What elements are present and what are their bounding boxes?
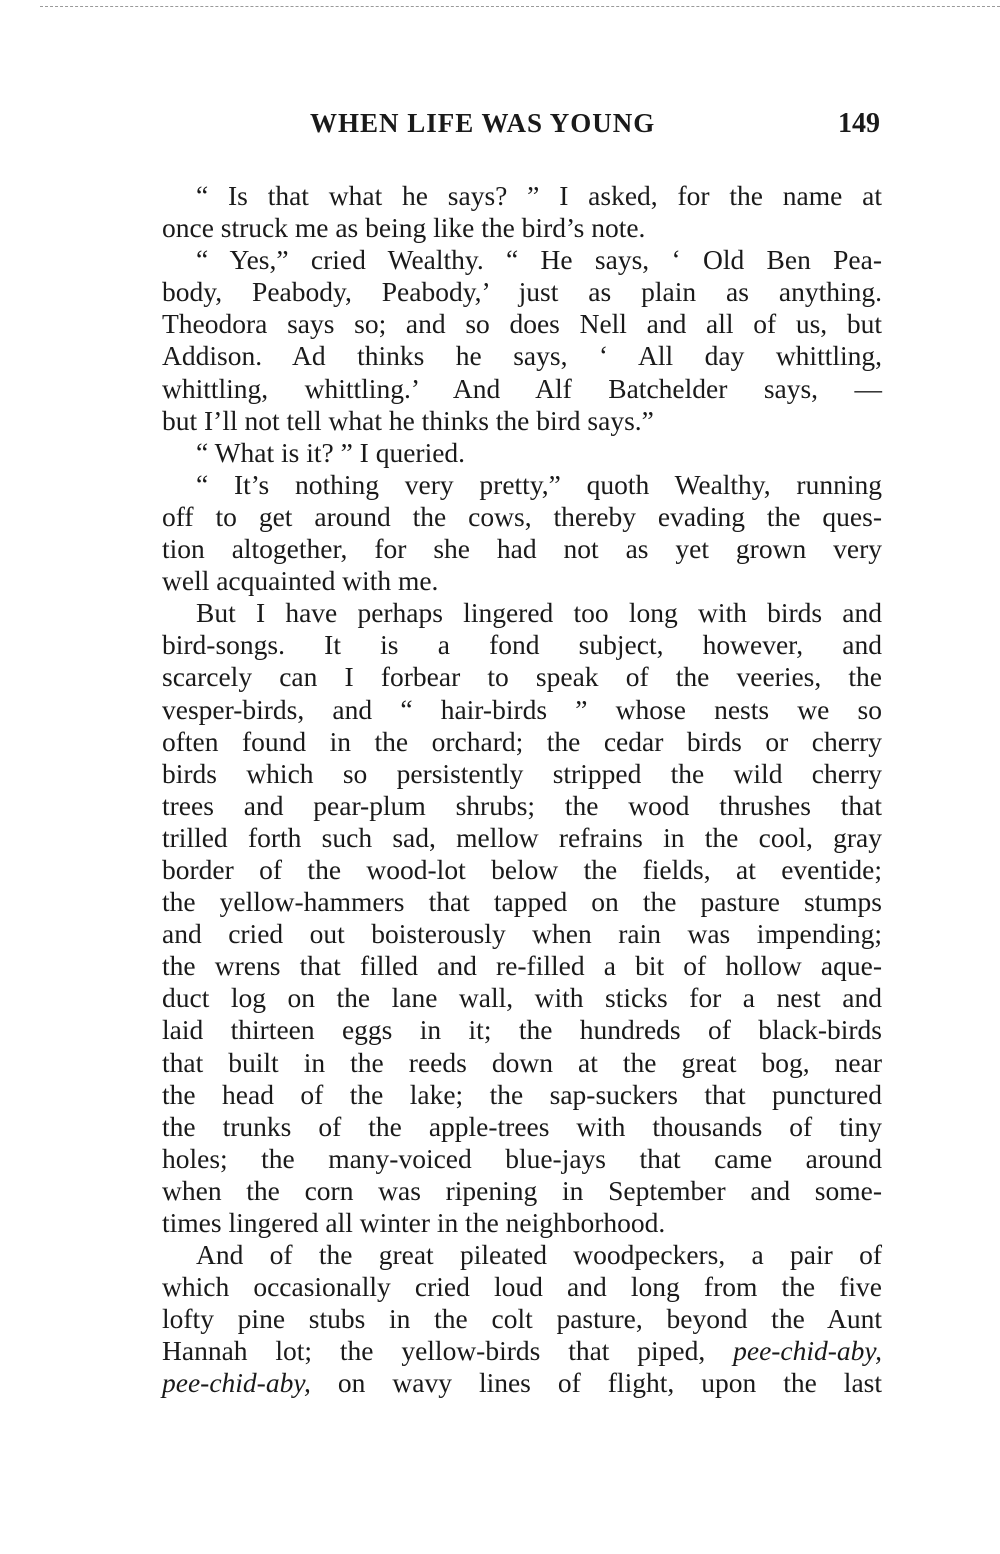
text-line: duct log on the lane wall, with sticks for a nest and bbox=[162, 982, 882, 1014]
text-line-start: Hannah lot; the yellow-birds that piped, bbox=[162, 1335, 706, 1367]
text-line: but I’ll not tell what he thinks the bird says.” bbox=[162, 404, 654, 436]
text-line: that built in the reeds down at the great bog, near bbox=[162, 1046, 882, 1078]
text-line: Addison. Ad thinks he says, ‘ All day whittling, bbox=[162, 340, 882, 372]
text-line: tion altogether, for she had not as yet grown very bbox=[162, 533, 882, 565]
text-line: vesper-birds, and “ hair-birds ” whose nests we so bbox=[162, 693, 882, 725]
scan-edge-rule bbox=[40, 6, 1000, 7]
text-line: “ Yes,” cried Wealthy. “ He says, ‘ Old Ben Pea- bbox=[196, 244, 882, 276]
text-line: times lingered all winter in the neighborhood. bbox=[162, 1207, 666, 1238]
text-line-final bbox=[162, 1367, 882, 1399]
text-line: body, Peabody, Peabody,’ just as plain as anything. bbox=[162, 276, 882, 308]
text-line: “ Is that what he says? ” I asked, for the name at bbox=[196, 180, 882, 211]
text-line: the wrens that filled and re-filled a bit of hollow aque- bbox=[162, 950, 882, 982]
text-line: Theodora says so; and so does Nell and all of us, but bbox=[162, 308, 882, 340]
italic-bird-call: pee-chid-aby, bbox=[162, 1367, 311, 1399]
text-line: But I have perhaps lingered too long with birds and bbox=[196, 597, 882, 629]
text-line bbox=[162, 1335, 882, 1367]
text-line: the yellow-hammers that tapped on the pasture stumps bbox=[162, 886, 882, 918]
italic-bird-call: pee-chid-aby, bbox=[733, 1335, 882, 1367]
text-line: when the corn was ripening in September and some- bbox=[162, 1174, 882, 1206]
text-line: And of the great pileated woodpeckers, a pair of bbox=[196, 1239, 882, 1271]
text-line: border of the wood-lot below the fields, at eventide; bbox=[162, 853, 882, 885]
running-head bbox=[162, 108, 882, 148]
text-line: often found in the orchard; the cedar birds or cherry bbox=[162, 725, 882, 757]
text-line: once struck me as being like the bird’s note. bbox=[162, 212, 646, 244]
body-text bbox=[162, 180, 882, 1400]
page-number: 149 bbox=[838, 108, 880, 139]
text-line: and cried out boisterously when rain was impending; bbox=[162, 918, 882, 950]
text-line: lofty pine stubs in the colt pasture, beyond the Aunt bbox=[162, 1303, 882, 1335]
text-line: “ What is it? ” I queried. bbox=[196, 436, 466, 468]
text-line: off to get around the cows, thereby evading the ques- bbox=[162, 500, 882, 532]
text-line: whittling, whittling.’ And Alf Batchelder says, — bbox=[162, 372, 882, 404]
text-line: trees and pear-plum shrubs; the wood thrushes that bbox=[162, 789, 882, 821]
text-line: holes; the many-voiced blue-jays that came around bbox=[162, 1142, 882, 1174]
text-line: the trunks of the apple-trees with thousands of tiny bbox=[162, 1110, 882, 1142]
text-line: scarcely can I forbear to speak of the veeries, the bbox=[162, 661, 882, 693]
text-line: well acquainted with me. bbox=[162, 565, 439, 597]
text-line: which occasionally cried loud and long from the five bbox=[162, 1271, 882, 1303]
text-line: bird-songs. It is a fond subject, however, and bbox=[162, 629, 882, 661]
running-title: WHEN LIFE WAS YOUNG bbox=[310, 108, 656, 138]
text-line: “ It’s nothing very pretty,” quoth Wealthy, running bbox=[196, 468, 882, 500]
text-line-end: on wavy lines of flight, upon the last bbox=[310, 1367, 882, 1399]
text-line: birds which so persistently stripped the wild cherry bbox=[162, 757, 882, 789]
text-line: trilled forth such sad, mellow refrains in the cool, gray bbox=[162, 821, 882, 853]
text-line: the head of the lake; the sap-suckers that punctured bbox=[162, 1078, 882, 1110]
text-line: laid thirteen eggs in it; the hundreds of black-birds bbox=[162, 1014, 882, 1046]
